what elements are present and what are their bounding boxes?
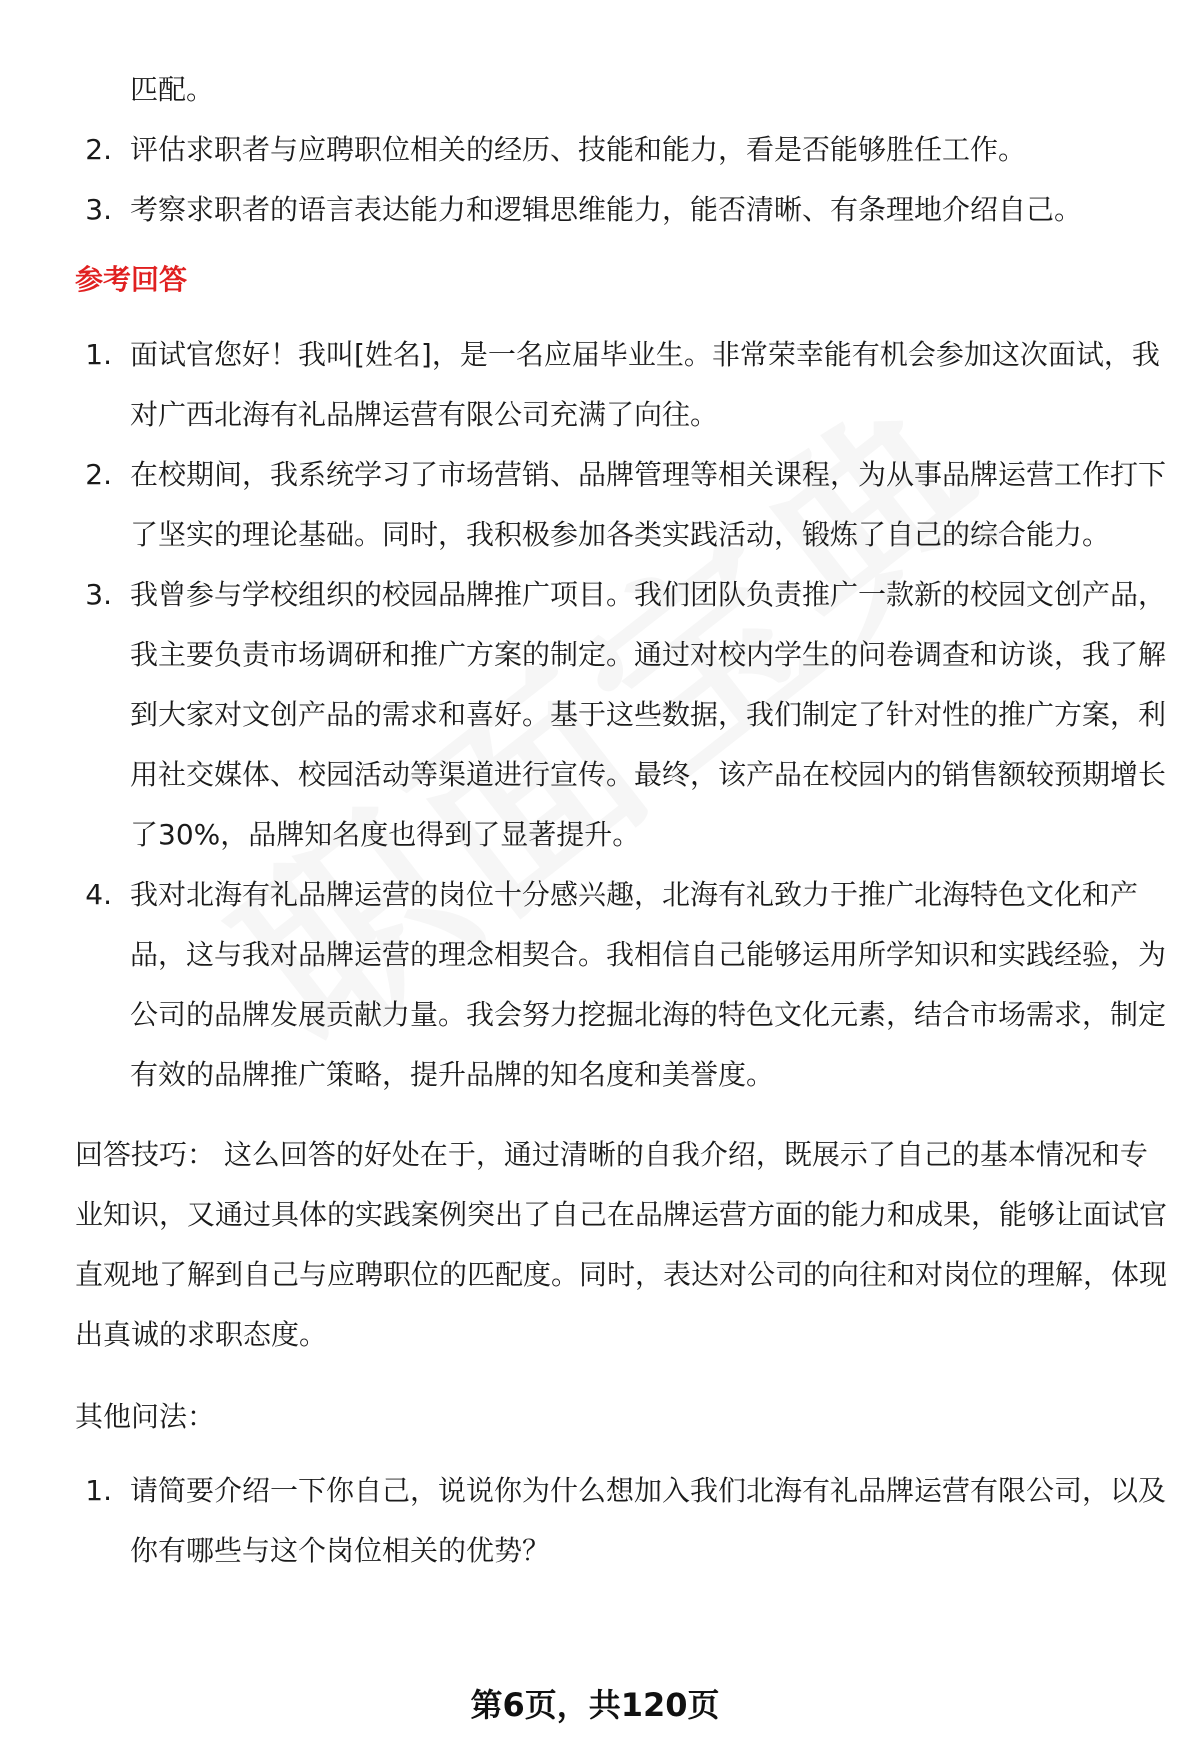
list-number: 2. (85, 458, 112, 491)
list-text: 评估求职者与应聘职位相关的经历、技能和能力，看是否能够胜任工作。 (130, 133, 1027, 166)
list-text: 请简要介绍一下你自己，说说你为什么想加入我们北海有礼品牌运营有限公司，以及你有哪些与这个岗位相关的优势？ (130, 1474, 1167, 1567)
other-questions-label: 其他问法： (75, 1400, 216, 1433)
list-number: 1. (85, 1474, 112, 1507)
page-content (75, 60, 1170, 1581)
list-text: 我曾参与学校组织的校园品牌推广项目。我们团队负责推广一款新的校园文创产品，我主要负责市场调研和推广方案的制定。通过对校内学生的问卷调查和访谈，我了解到大家对文创产品的需求和喜好。基于这些数据，我们制定了针对性的推广方案，利用社交媒体、校园活动等渠道进行宣传。最终，该产品在校园内的销售额较预期增长了30%，品牌知名度也得到了显著提升。 (130, 578, 1167, 851)
other-questions-list (75, 1461, 1170, 1581)
list-item (75, 120, 1170, 180)
list-number: 4. (85, 878, 112, 911)
list-text: 我对北海有礼品牌运营的岗位十分感兴趣，北海有礼致力于推广北海特色文化和产品，这与我对品牌运营的理念相契合。我相信自己能够运用所学知识和实践经验，为公司的品牌发展贡献力量。我会努力挖掘北海的特色文化元素，结合市场需求，制定有效的品牌推广策略，提升品牌的知名度和美誉度。 (130, 878, 1167, 1091)
list-number: 3. (85, 578, 112, 611)
page-number: 第6页，共120页 (470, 1686, 720, 1724)
list-item (75, 565, 1170, 865)
answer-tips: 回答技巧： 这么回答的好处在于，通过清晰的自我介绍，既展示了自己的基本情况和专业知识，又通过具体的实践案例突出了自己在品牌运营方面的能力和成果，能够让面试官直观地了解到自己与应聘职位的匹配度。同时，表达对公司的向往和对岗位的理解，体现出真诚的求职态度。 (75, 1138, 1168, 1351)
list-item (75, 445, 1170, 565)
list-number: 1. (85, 338, 112, 371)
list-item (75, 180, 1170, 240)
list-text: 考察求职者的语言表达能力和逻辑思维能力，能否清晰、有条理地介绍自己。 (130, 193, 1083, 226)
list-text: 面试官您好！我叫[姓名]，是一名应届毕业生。非常荣幸能有机会参加这次面试，我对广西北海有礼品牌运营有限公司充满了向往。 (130, 338, 1160, 431)
list-text: 在校期间，我系统学习了市场营销、品牌管理等相关课程，为从事品牌运营工作打下了坚实的理论基础。同时，我积极参加各类实践活动，锻炼了自己的综合能力。 (130, 458, 1167, 551)
list-number: 3. (85, 193, 112, 226)
list-item (75, 865, 1170, 1105)
list-item (75, 325, 1170, 445)
answer-list (75, 325, 1170, 1105)
list-item (75, 1461, 1170, 1581)
intro-item-continuation: 匹配。 (130, 73, 215, 106)
list-number: 2. (85, 133, 112, 166)
answer-heading: 参考回答 (75, 263, 188, 296)
intro-list (75, 120, 1170, 240)
